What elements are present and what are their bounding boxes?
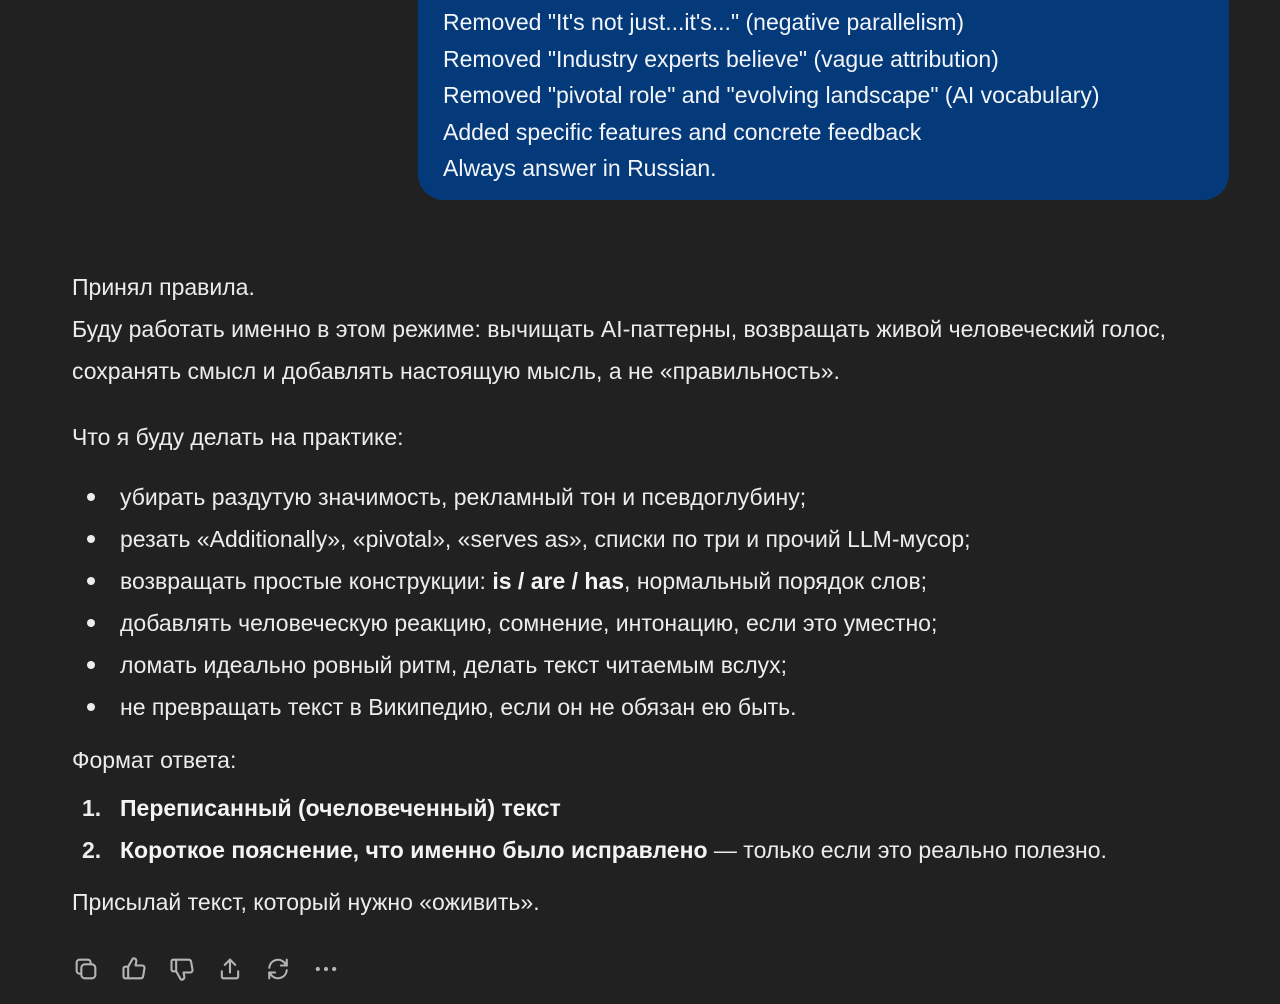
practice-list	[72, 476, 1222, 728]
user-line: Removed "It's not just...it's..." (negative parallelism)	[443, 9, 965, 35]
intro-line: Принял правила.	[72, 274, 255, 300]
thumbs-up-icon	[120, 955, 148, 983]
share-icon	[216, 955, 244, 983]
bullet-dot	[87, 535, 95, 543]
assistant-message	[72, 266, 1222, 923]
bullet-dot	[87, 703, 95, 711]
list-item-bold: is / are / has	[492, 568, 625, 594]
list-item	[72, 518, 1222, 560]
intro-paragraph: Буду работать именно в этом режиме: вычищать AI-паттерны, возвращать живой человеческий голос, сохранять смысл и добавлять настоящую мысль, а не «правильность».	[72, 316, 1167, 384]
practice-title: Что я буду делать на практике:	[72, 424, 404, 450]
closing-line: Присылай текст, который нужно «оживить».	[72, 889, 540, 915]
list-item-text: убирать раздутую значимость, рекламный тон и псевдоглубину;	[120, 484, 807, 510]
good-response-button[interactable]	[120, 952, 168, 986]
list-item-bold: Переписанный (очеловеченный) текст	[120, 795, 561, 821]
bullet-dot	[87, 661, 95, 669]
list-number: 1.	[82, 795, 102, 821]
list-number: 2.	[82, 837, 102, 863]
list-item	[72, 829, 1222, 871]
bullet-dot	[87, 577, 95, 585]
thumbs-down-icon	[168, 955, 196, 983]
user-message-bubble	[418, 0, 1229, 200]
list-item-text: , нормальный порядок слов;	[624, 568, 928, 594]
list-item-text: добавлять человеческую реакцию, сомнение, интонацию, если это уместно;	[120, 610, 938, 636]
user-message-lines	[443, 4, 1100, 187]
list-item-text: возвращать простые конструкции:	[120, 568, 493, 594]
copy-icon	[72, 955, 100, 983]
format-list	[72, 787, 1222, 871]
format-title: Формат ответа:	[72, 747, 237, 773]
list-item-text: резать «Additionally», «pivotal», «serves as», списки по три и прочий LLM-мусор;	[120, 526, 971, 552]
more-actions-button[interactable]	[312, 952, 360, 986]
list-item	[72, 602, 1222, 644]
more-icon	[312, 955, 340, 983]
bullet-dot	[87, 619, 95, 627]
list-item-bold: Короткое пояснение, что именно было исправлено	[120, 837, 708, 863]
list-item-text: — только если это реально полезно.	[707, 837, 1107, 863]
list-item-text: ломать идеально ровный ритм, делать текст читаемым вслух;	[120, 652, 788, 678]
list-item-text: не превращать текст в Википедию, если он не обязан ею быть.	[120, 694, 797, 720]
user-line: Added specific features and concrete feedback	[443, 118, 922, 145]
user-line: Removed "Industry experts believe" (vague attribution)	[443, 45, 999, 72]
list-item	[72, 787, 1222, 829]
list-item	[72, 644, 1222, 686]
message-actions	[72, 952, 360, 986]
copy-button[interactable]	[72, 952, 120, 986]
list-item	[72, 686, 1222, 728]
share-button[interactable]	[216, 952, 264, 986]
list-item	[72, 560, 1222, 602]
user-line: Always answer in Russian.	[443, 155, 717, 181]
regenerate-icon	[264, 955, 292, 983]
bad-response-button[interactable]	[168, 952, 216, 986]
regenerate-button[interactable]	[264, 952, 312, 986]
bullet-dot	[87, 493, 95, 501]
list-item	[72, 476, 1222, 518]
user-line: Removed "pivotal role" and "evolving landscape" (AI vocabulary)	[443, 82, 1100, 108]
